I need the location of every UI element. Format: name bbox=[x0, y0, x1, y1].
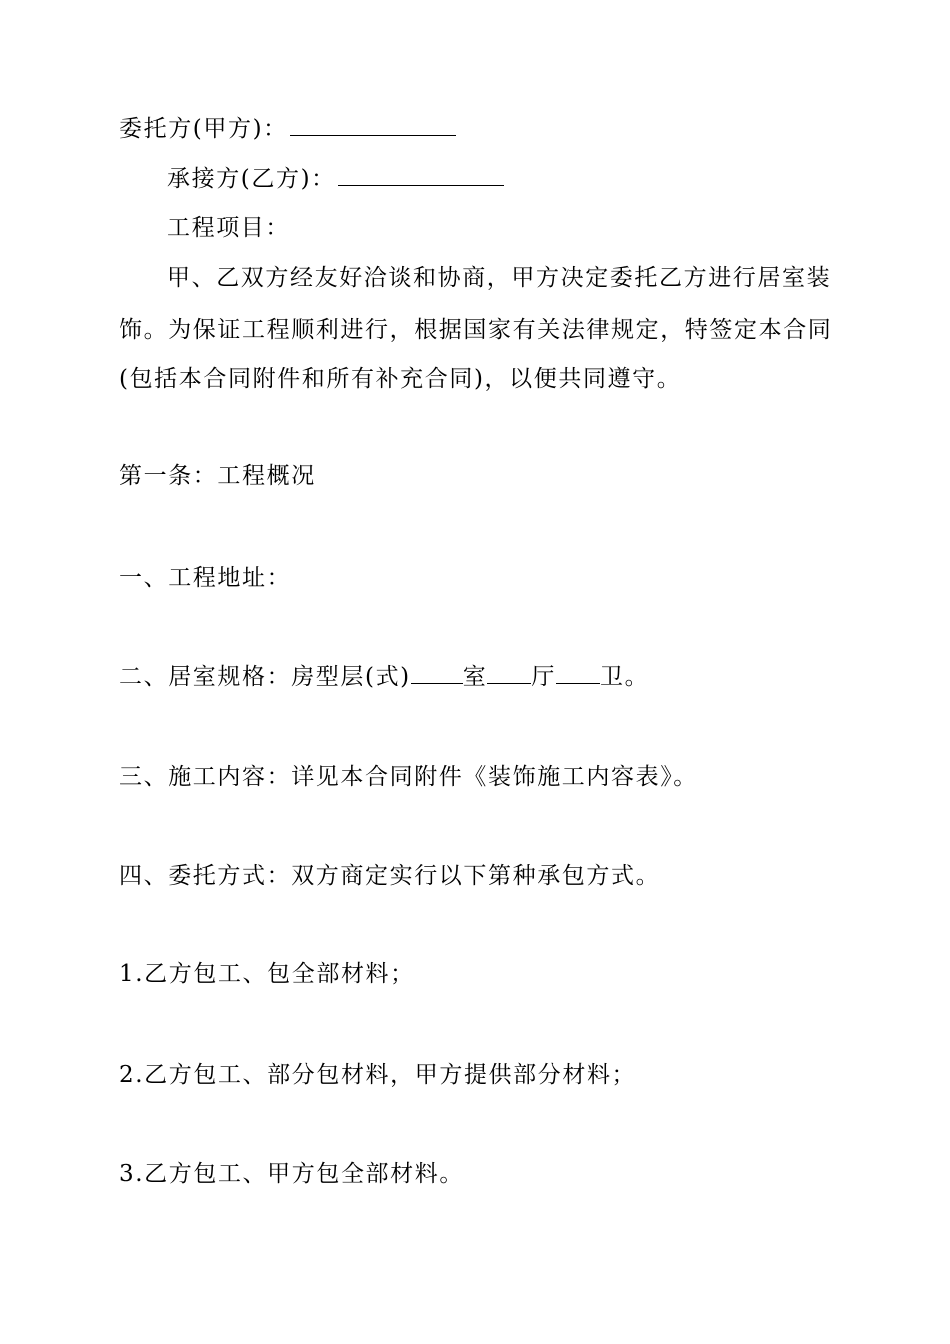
room-label: 室 bbox=[462, 664, 488, 690]
party-a-label: 委托方(甲方)： bbox=[119, 116, 288, 142]
option-item-3: 3.乙方包工、甲方包全部材料。 bbox=[119, 1161, 464, 1187]
option-item-2: 2.乙方包工、部分包材料，甲方提供部分材料； bbox=[119, 1062, 637, 1088]
room-spec-prefix: 二、居室规格：房型层(式) bbox=[119, 664, 411, 690]
intro-line-1: 甲、乙双方经友好洽谈和协商，甲方决定委托乙方进行居室装 bbox=[167, 265, 832, 291]
project-address: 一、工程地址： bbox=[119, 565, 292, 591]
party-a-line bbox=[119, 115, 834, 143]
party-b-line bbox=[167, 165, 882, 193]
bath-label: 卫。 bbox=[599, 664, 650, 690]
room-spec-line bbox=[119, 663, 834, 691]
entrust-method: 四、委托方式：双方商定实行以下第种承包方式。 bbox=[119, 863, 661, 889]
party-a-blank bbox=[290, 115, 456, 136]
room-blank bbox=[487, 663, 531, 684]
hall-blank bbox=[556, 663, 600, 684]
floor-blank bbox=[411, 663, 463, 684]
hall-label: 厅 bbox=[531, 664, 556, 690]
intro-line-3: (包括本合同附件和所有补充合同)，以便共同遵守。 bbox=[119, 366, 682, 392]
option-item-1: 1.乙方包工、包全部材料； bbox=[119, 961, 415, 987]
intro-line-2: 饰。为保证工程顺利进行，根据国家有关法律规定，特签定本合同 bbox=[119, 317, 833, 343]
article-1-title: 第一条：工程概况 bbox=[119, 463, 316, 489]
project-label: 工程项目： bbox=[167, 215, 290, 241]
party-b-blank bbox=[338, 165, 504, 186]
construction-content: 三、施工内容：详见本合同附件《装饰施工内容表》。 bbox=[119, 764, 698, 790]
party-b-label: 承接方(乙方)： bbox=[167, 166, 336, 192]
